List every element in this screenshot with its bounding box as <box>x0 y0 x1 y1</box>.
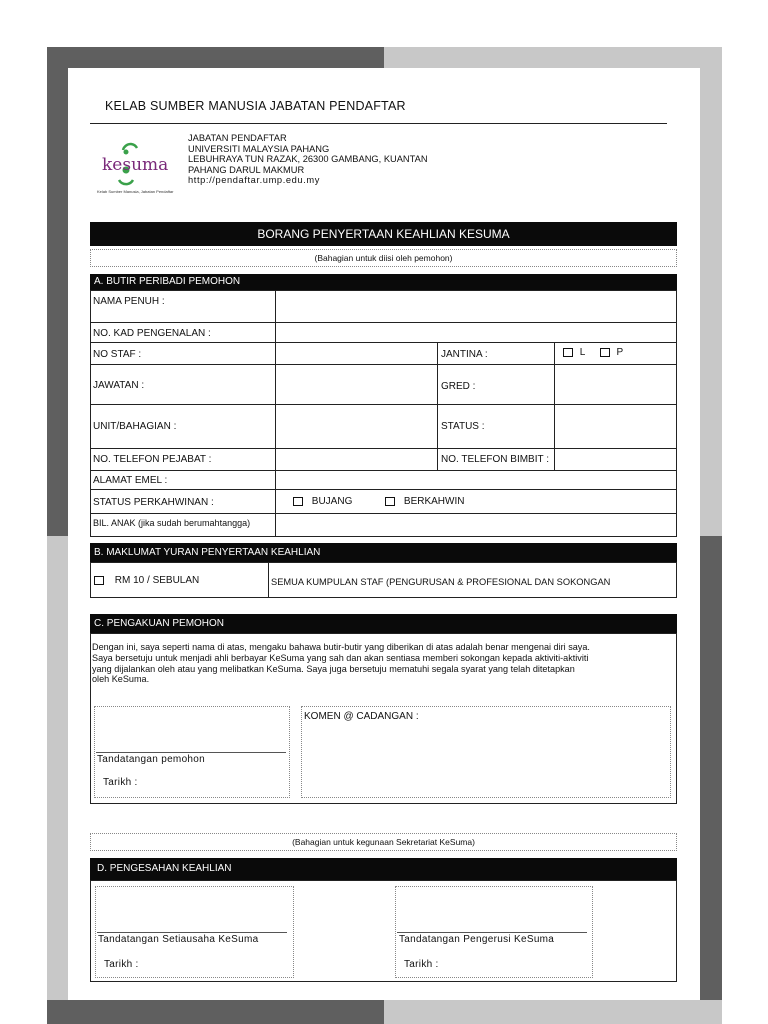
tel-pejabat-field[interactable] <box>276 449 436 470</box>
section-d-bar <box>90 858 677 880</box>
form-title-bar <box>90 222 677 246</box>
form-page <box>68 68 700 1000</box>
fee-checkbox[interactable] <box>94 576 104 585</box>
kesuma-logo <box>97 136 173 202</box>
label-nama: NAMA PENUH : <box>93 296 165 307</box>
komen-label: KOMEN @ CADANGAN : <box>304 711 419 722</box>
club-title: KELAB SUMBER MANUSIA JABATAN PENDAFTAR <box>105 99 406 113</box>
section-c-bar <box>90 614 677 633</box>
label-anak: BIL. ANAK (jika sudah berumahtangga) <box>93 518 251 528</box>
tel-bimbit-field[interactable] <box>555 449 676 470</box>
label-staf: NO STAF : <box>93 349 142 360</box>
anak-field[interactable] <box>276 514 676 536</box>
section-c-heading: C. PENGAKUAN PEMOHON <box>94 618 225 629</box>
label-jawatan: JAWATAN : <box>93 380 145 391</box>
marital-options <box>293 496 464 507</box>
gender-l-label: L <box>579 347 585 358</box>
unit-field[interactable] <box>276 405 436 448</box>
label-tel-pejabat: NO. TELEFON PEJABAT : <box>93 454 212 465</box>
applicant-note-box <box>90 249 677 267</box>
logo-text: kesuma <box>102 155 169 175</box>
frame-bottom-strip-left <box>47 1000 384 1024</box>
section-b-heading: B. MAKLUMAT YURAN PENYERTAAN KEAHLIAN <box>94 547 321 558</box>
header-rule <box>90 123 667 124</box>
secretary-signature-label: Tandatangan Setiausaha KeSuma <box>98 934 259 945</box>
form-title: BORANG PENYERTAAN KEAHLIAN KESUMA <box>257 227 510 241</box>
address-line-4: PAHANG DARUL MAKMUR <box>188 164 305 175</box>
label-jantina: JANTINA : <box>441 349 488 360</box>
gender-p-label: P <box>616 347 624 358</box>
label-unit: UNIT/BAHAGIAN : <box>93 421 177 432</box>
address-line-3: LEBUHRAYA TUN RAZAK, 26300 GAMBANG, KUANTAN <box>188 154 428 165</box>
jawatan-field[interactable] <box>276 365 436 404</box>
gender-options <box>563 347 623 358</box>
gred-field[interactable] <box>555 365 676 404</box>
section-b-bar <box>90 543 677 562</box>
nama-field[interactable] <box>276 291 676 322</box>
applicant-signature-line <box>96 752 286 753</box>
label-gred: GRED : <box>441 381 476 392</box>
bujang-label: BUJANG <box>311 496 353 507</box>
section-d-heading: D. PENGESAHAN KEAHLIAN <box>97 863 232 874</box>
gender-l-checkbox[interactable] <box>563 348 573 357</box>
staf-field[interactable] <box>276 343 436 364</box>
chair-signature-line <box>397 932 587 933</box>
applicant-note: (Bahagian untuk diisi oleh pemohon) <box>314 253 453 263</box>
address-url: http://pendaftar.ump.edu.my <box>188 175 320 186</box>
berkahwin-checkbox[interactable] <box>385 497 395 506</box>
label-tel-bimbit: NO. TELEFON BIMBIT : <box>441 454 549 465</box>
ic-field[interactable] <box>276 323 676 342</box>
logo-caption: Kelab Sumber Manusia, Jabatan Pendaftar <box>97 189 174 194</box>
declaration-line-1: Dengan ini, saya seperti nama di atas, mengaku bahawa butir-butir yang diberikan di atas adalah benar mengenai diri saya. <box>92 642 590 652</box>
declaration-line-4: oleh KeSuma. <box>92 674 150 685</box>
label-kahwin: STATUS PERKAHWINAN : <box>93 497 214 508</box>
label-ic: NO. KAD PENGENALAN : <box>93 328 211 339</box>
bujang-checkbox[interactable] <box>293 497 303 506</box>
secretary-signature-line <box>97 932 287 933</box>
label-emel: ALAMAT EMEL : <box>93 475 168 486</box>
applicant-signature-label: Tandatangan pemohon <box>97 754 206 765</box>
applicant-date-label: Tarikh : <box>103 777 138 788</box>
chair-signature-label: Tandatangan Pengerusi KeSuma <box>399 934 555 945</box>
fee-option <box>94 575 199 586</box>
chair-date-label: Tarikh : <box>404 959 439 970</box>
secretary-date-label: Tarikh : <box>104 959 139 970</box>
fee-group: SEMUA KUMPULAN STAF (PENGURUSAN & PROFESIONAL DAN SOKONGAN <box>271 577 611 587</box>
address-line-2: UNIVERSITI MALAYSIA PAHANG <box>188 143 330 154</box>
fee-label: RM 10 / SEBULAN <box>114 575 200 586</box>
secretariat-note-box <box>90 833 677 851</box>
emel-field[interactable] <box>276 471 676 489</box>
col-rule <box>437 342 438 470</box>
status-field[interactable] <box>555 405 676 448</box>
gender-p-checkbox[interactable] <box>600 348 610 357</box>
row-rule <box>90 489 677 490</box>
berkahwin-label: BERKAHWIN <box>403 496 465 507</box>
section-a-heading: A. BUTIR PERIBADI PEMOHON <box>94 276 241 287</box>
declaration-line-2: Saya bersetuju untuk menjadi ahli berbayar KeSuma yang sah dan akan sentiasa memberi sokongan kepada aktiviti-aktiviti <box>92 652 589 663</box>
label-status: STATUS : <box>441 421 485 432</box>
address-block <box>188 133 428 186</box>
declaration-paragraph <box>92 642 590 685</box>
section-b-divider <box>268 562 269 598</box>
section-a-bar <box>90 274 677 290</box>
frame-bottom-strip-right <box>384 1000 722 1024</box>
declaration-line-3: yang dijalankan oleh atau yang melibatkan KeSuma. Saya juga bersetuju mematuhi segala syarat yang telah ditetapkan <box>92 663 575 674</box>
secretariat-note: (Bahagian untuk kegunaan Sekretariat KeSuma) <box>292 837 475 847</box>
address-line-1: JABATAN PENDAFTAR <box>188 133 287 143</box>
